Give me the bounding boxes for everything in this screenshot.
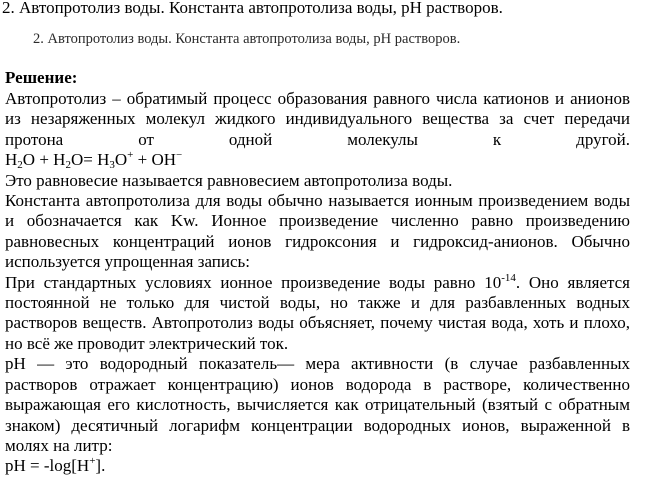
autoprotolysis-definition: Автопротолиз – обратимый процесс образования равного числа катионов и анионов из незаряженных молекул жидкого индивидуального вещества за счет передачи протона от одной молекулы к другой.: [5, 89, 630, 149]
document-title-repeat: 2. Автопротолиз воды. Константа автопротолиза воды, pH растворов.: [33, 31, 461, 47]
ph-definition-paragraph: pH — это водородный показатель— мера активности (в случае разбавленных растворов отражает концентрацию) ионов водорода в растворе, количественно выражающая его кислотность, вычисляется как отрицательный (взятый с обратным знаком) десятичный логарифм концентрации водородных ионов, выраженной в молях на литр:: [5, 354, 630, 455]
standard-conditions-paragraph: При стандартных условиях ионное произведение воды равно $10^{-14}$. Оно является постоянной не только для чистой воды, но также и для разбавленных водных растворов веществ. Автопротолиз воды объясняет, почему чистая вода, хоть и плохо, но всё же проводит электрический ток.: [5, 271, 630, 353]
solution-label: Решение:: [5, 68, 78, 87]
solution-body: [5, 89, 630, 477]
water-equation: $H_2O + H_2O= H_3O^+ + OH^-$: [5, 149, 183, 172]
constant-paragraph: Константа автопротолиза для воды обычно называется ионным произведением воды и обозначается как Kw. Ионное произведение численно равно произведению равновесных концентраций ионов гидроксония и гидроксид-анионов. Обычно используется упрощенная запись:: [5, 191, 630, 272]
document-title: 2. Автопротолиз воды. Константа автопротолиза воды, pH растворов.: [2, 0, 503, 17]
equilibrium-sentence: Это равновесие называется равновесием автопротолиза воды.: [5, 170, 453, 190]
ph-formula: pH = -log[H+].: [5, 455, 106, 476]
